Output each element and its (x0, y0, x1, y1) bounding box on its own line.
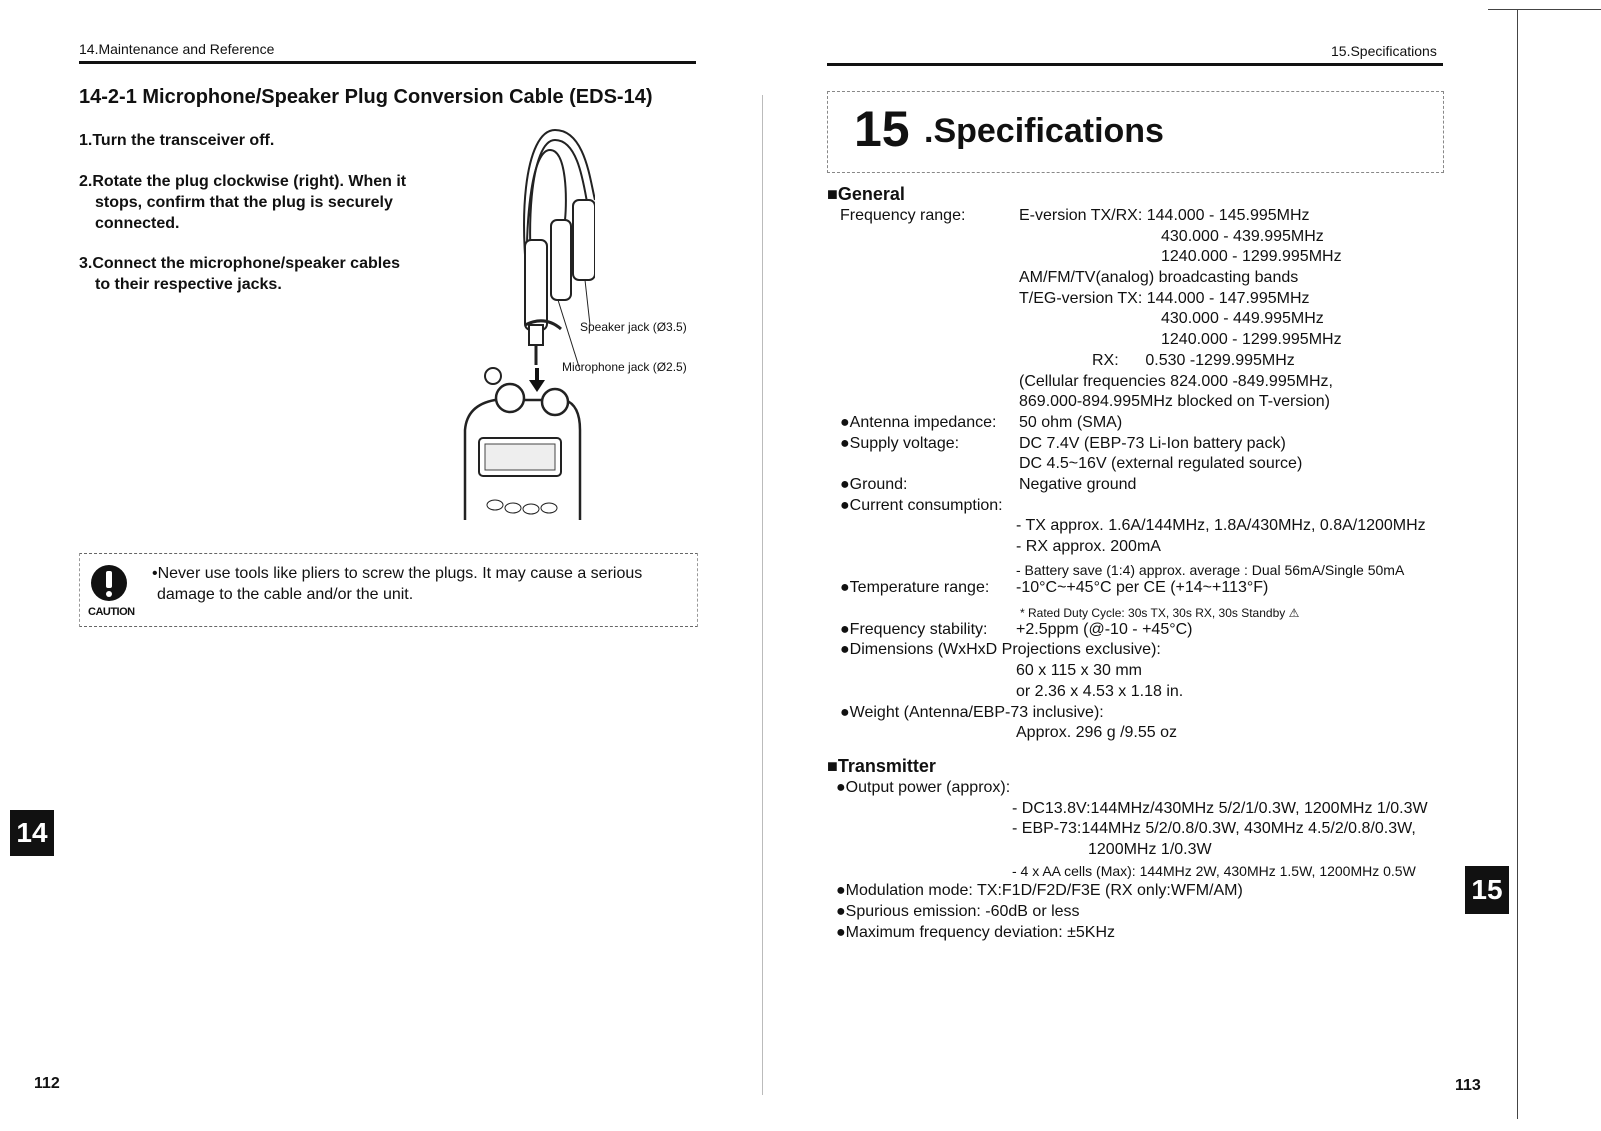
caution-exclamation-icon (90, 564, 128, 602)
duty-cycle-note: * Rated Duty Cycle: 30s TX, 30s RX, 30s Standby ⚠ (1020, 606, 1300, 621)
tx-row: ●Output power (approx): (836, 779, 1011, 796)
caution-text (152, 563, 642, 605)
step-2-line-2: stops, confirm that the plug is securely (95, 194, 393, 211)
spec-value: - TX approx. 1.6A/144MHz, 1.8A/430MHz, 0.8A/1200MHz (1016, 517, 1426, 535)
caution-box (79, 553, 698, 627)
spec-row (840, 723, 1450, 744)
spec-value: (Cellular frequencies 824.000 -849.995MHz, (1019, 372, 1333, 390)
spec-row (840, 640, 1450, 661)
spec-row (840, 558, 1450, 579)
speaker-jack-callout: Speaker jack (Ø3.5) (580, 320, 687, 334)
spec-value: -10°C~+45°C per CE (+14~+113°F) (1016, 579, 1269, 597)
spec-row (840, 392, 1450, 413)
tx-row: 1200MHz 1/0.3W (1088, 841, 1212, 859)
spec-row (840, 330, 1450, 351)
step-2-line-1: 2.Rotate the plug clockwise (right). When it (79, 173, 407, 190)
spec-row (840, 496, 1450, 517)
tx-row: - 4 x AA cells (Max): 144MHz 2W, 430MHz 1.5W, 1200MHz 0.5W (1012, 862, 1416, 879)
spec-value: 1240.000 - 1299.995MHz (1161, 248, 1342, 266)
spec-label: ●Current consumption: (840, 496, 1003, 514)
chapter-tab-14: 14 (10, 810, 54, 856)
right-running-header: 15.Specifications (1331, 43, 1437, 59)
spec-value: DC 4.5~16V (external regulated source) (1019, 455, 1303, 473)
spec-value: 869.000-894.995MHz blocked on T-version) (1019, 393, 1330, 411)
tx-row: - DC13.8V:144MHz/430MHz 5/2/1/0.3W, 1200MHz 1/0.3W (1012, 799, 1428, 817)
tx-row: ●Maximum frequency deviation: ±5KHz (836, 923, 1115, 941)
chapter-title-box (827, 91, 1444, 173)
spec-row (840, 247, 1450, 268)
right-page-number: 113 (1455, 1077, 1481, 1094)
left-page-number: 112 (34, 1075, 60, 1092)
step-1-line: 1.Turn the transceiver off. (79, 132, 275, 149)
spec-value: 430.000 - 449.995MHz (1161, 310, 1324, 328)
spec-label: ●Frequency stability: (840, 620, 988, 638)
spec-row (840, 537, 1450, 558)
tx-row: ●Spurious emission: -60dB or less (836, 903, 1080, 921)
spec-value: 1240.000 - 1299.995MHz (1161, 331, 1342, 349)
caution-line-2: damage to the cable and/or the unit. (157, 586, 414, 603)
spec-value: E-version TX/RX: 144.000 - 145.995MHz (1019, 207, 1310, 224)
spec-row (840, 578, 1450, 599)
section-title: 14-2-1 Microphone/Speaker Plug Conversion Cable (EDS-14) (79, 86, 653, 108)
spec-label: ●Weight (Antenna/EBP-73 inclusive): (840, 703, 1104, 721)
tx-row: - EBP-73:144MHz 5/2/0.8/0.3W, 430MHz 4.5/2/0.8/0.3W, (1012, 820, 1416, 838)
spec-row (840, 372, 1450, 393)
cable-plug-illustration (455, 120, 595, 520)
spec-value: - Battery save (1:4) approx. average : Dual 56mA/Single 50mA (1016, 561, 1405, 578)
spec-row (840, 661, 1450, 682)
spec-row (840, 516, 1450, 537)
spec-value: +2.5ppm (@-10 - +45°C) (1016, 620, 1193, 638)
spec-label: Frequency range: (840, 207, 966, 224)
spec-value: 50 ohm (SMA) (1019, 413, 1123, 431)
general-heading: ■General (827, 184, 905, 204)
edge-top-line (1488, 9, 1601, 10)
right-header-rule (827, 63, 1443, 66)
step-1 (79, 130, 274, 151)
spec-value: Negative ground (1019, 475, 1137, 493)
transmitter-heading: ■Transmitter (827, 756, 936, 776)
left-header-rule (79, 61, 696, 64)
spec-row (840, 682, 1450, 703)
step-3 (79, 253, 439, 295)
edge-vertical-line (1517, 9, 1518, 1119)
step-3-line-1: 3.Connect the microphone/speaker cables (79, 255, 400, 272)
step-2-line-3: connected. (95, 215, 180, 232)
spec-row (840, 268, 1450, 289)
spec-value: Approx. 296 g /9.55 oz (1016, 724, 1177, 742)
spec-label: ●Antenna impedance: (840, 413, 997, 431)
spec-row (840, 227, 1450, 248)
step-2 (79, 171, 439, 234)
spec-value: 430.000 - 439.995MHz (1161, 227, 1324, 245)
spec-label: ●Temperature range: (840, 579, 990, 597)
spec-value: - RX approx. 200mA (1016, 538, 1161, 555)
spec-row (840, 475, 1450, 496)
spec-row (840, 434, 1450, 455)
spec-value: RX: 0.530 -1299.995MHz (1092, 351, 1295, 369)
spec-label: ●Supply voltage: (840, 434, 960, 452)
spec-row (840, 413, 1450, 434)
spec-value: or 2.36 x 4.53 x 1.18 in. (1016, 682, 1184, 700)
step-3-line-2: to their respective jacks. (95, 276, 282, 293)
spec-value: DC 7.4V (EBP-73 Li-Ion battery pack) (1019, 434, 1286, 452)
microphone-jack-callout: Microphone jack (Ø2.5) (562, 360, 687, 374)
spec-label: ●Ground: (840, 475, 908, 493)
left-running-header: 14.Maintenance and Reference (79, 41, 275, 57)
chapter-title: .Specifications (924, 112, 1164, 150)
chapter-number: 15 (854, 101, 910, 157)
caution-line-1: •Never use tools like pliers to screw the plugs. It may cause a serious (152, 565, 643, 582)
spec-row (840, 703, 1450, 724)
spec-row (840, 351, 1450, 372)
spec-row (840, 454, 1450, 475)
spec-label: ●Dimensions (WxHxD Projections exclusive): (840, 641, 1161, 659)
general-spec-list (840, 206, 1450, 744)
spec-row (840, 309, 1450, 330)
spec-value: AM/FM/TV(analog) broadcasting bands (1019, 269, 1299, 287)
transmitter-spec-list (836, 778, 1451, 944)
spec-row (840, 206, 1450, 227)
spec-row (840, 620, 1450, 641)
chapter-tab-15: 15 (1465, 866, 1509, 914)
gutter-line (762, 95, 763, 1095)
caution-label: CAUTION (88, 606, 135, 618)
spec-row (840, 289, 1450, 310)
spec-value: 60 x 115 x 30 mm (1016, 662, 1142, 680)
tx-row: ●Modulation mode: TX:F1D/F2D/F3E (RX only:WFM/AM) (836, 882, 1243, 900)
spec-value: T/EG-version TX: 144.000 - 147.995MHz (1019, 289, 1310, 307)
spec-row (840, 599, 1450, 620)
